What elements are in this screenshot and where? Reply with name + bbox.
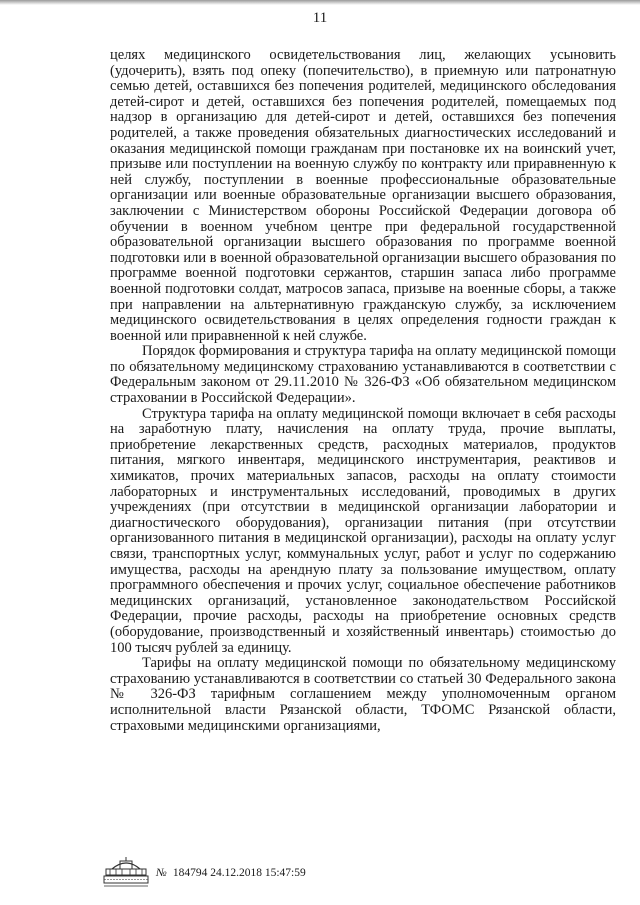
page-number: 11	[312, 10, 328, 26]
paragraph-3: Структура тарифа на оплату медицинской помощи включает в себя расходы на заработную плату, начисления на оплату труда, прочие выплаты, приобретение лекарственных средств, расходных материалов, продуктов питания, мягкого инвентаря, медицинского инструментария, реактивов и химикатов, прочих материальных запасов, расходы на оплату стоимости лабораторных и инструментальных исследований, проводимых в других учреждениях (при отсутствии в медицинской организации лаборатории и диагностического оборудования), организации питания (при отсутствии организованного питания в медицинской организации), расходы на оплату услуг связи, транспортных услуг, коммунальных услуг, работ и услуг по содержанию имущества, расходы на арендную плату за пользование имуществом, оплату программного обеспечения и прочих услуг, социальное обеспечение работников медицинских организаций, установленное законодательством Российской Федерации, прочие расходы, расходы на приобретение основных средств (оборудование, производственный и хозяйственный инвентарь) стоимостью до 100 тысяч рублей за единицу.	[110, 405, 616, 656]
scan-edge-shadow	[0, 0, 640, 5]
registration-stamp	[156, 867, 306, 879]
paragraph-2: Порядок формирования и структура тарифа на оплату медицинской помощи по обязательному медицинскому страхованию устанавливаются в соответствии с Федеральным законом от 29.11.2010 № 326-ФЗ «Об обязательном медицинском страховании в Российской Федерации».	[110, 343, 616, 407]
document-body	[110, 48, 616, 734]
stamp-text: 184794 24.12.2018 15:47:59	[172, 867, 306, 879]
seal-emblem-icon	[100, 855, 152, 889]
paragraph-4: Тарифы на оплату медицинской помощи по обязательному медицинскому страхованию устанавливаются в соответствии со статьей 30 Федерального закона № 326-ФЗ тарифным соглашением между уполномоченным органом исполнительной власти Рязанской области, ТФОМС Рязанской области, страховыми медицинскими организациями,	[110, 655, 616, 734]
stamp-number-mark: №	[156, 867, 167, 879]
document-footer	[100, 855, 520, 891]
paragraph-1: целях медицинского освидетельствования лиц, желающих усыновить (удочерить), взять под опеку (попечительство), в приемную или патронатную семью детей, оставшихся без попечения родителей, медицинского обследования детей-сирот и детей, оставшихся без попечения родителей, помещаемых под надзор в организацию для детей-сирот и детей, оставшихся без попечения родителей, а также проведения обязательных диагностических исследований и оказания медицинской помощи гражданам при постановке их на воинский учет, призыве или поступлении на военную службу по контракту или приравненную к ней службу, поступлении в военные профессиональные образовательные организации или военные образовательные организации высшего образования, заключении с Министерством обороны Российской Федерации договора об обучении в военном учебном центре при федеральной государственной образовательной организации высшего образования по программе военной подготовки или в военной образовательной организации высшего образования по программе военной подготовки сержантов, старшин запаса либо программе военной подготовки солдат, матросов запаса, призыве на военные сборы, а также при направлении на альтернативную гражданскую службу, за исключением медицинского освидетельствования в целях определения годности граждан к военной или приравненной к ней службе.	[110, 47, 616, 344]
